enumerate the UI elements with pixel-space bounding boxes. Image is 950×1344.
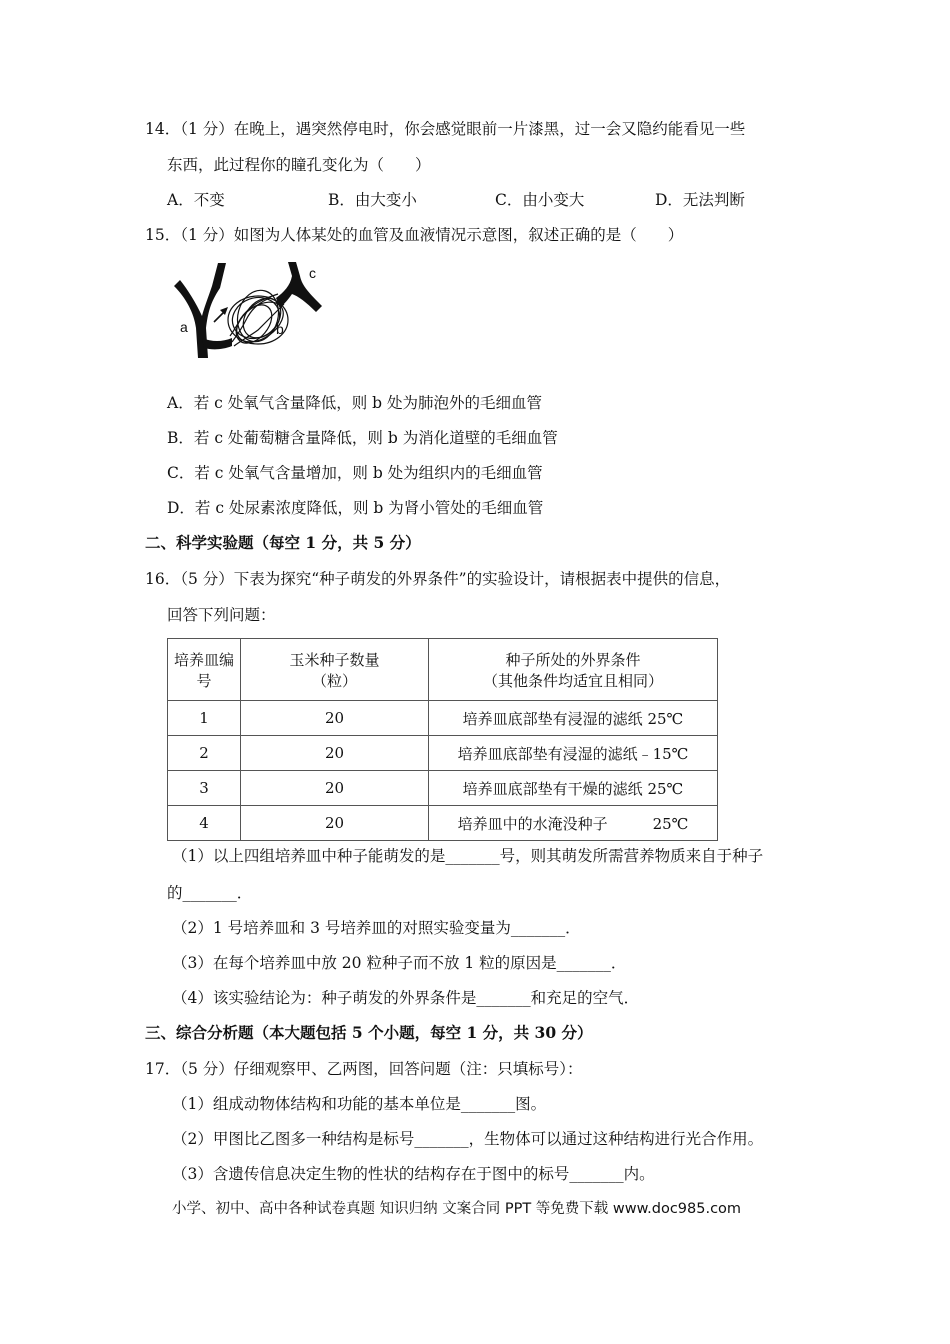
table-row: [168, 771, 718, 806]
flow-arrow: [214, 307, 228, 322]
cell-count: 20: [241, 771, 429, 806]
q14-option-b: B．由大变小: [328, 191, 417, 209]
cell-no: 1: [168, 701, 241, 736]
blood-vessel-diagram: [166, 258, 326, 363]
q15-stem: 15．（1 分）如图为人体某处的血管及血液情况示意图，叙述正确的是（ ）: [145, 226, 684, 244]
q16-sub4: （4）该实验结论为：种子萌发的外界条件是_______和充足的空气．: [172, 989, 640, 1007]
q15-option-a: A．若 c 处氧气含量降低，则 b 处为肺泡外的毛细血管: [167, 394, 543, 412]
q16-sub3: （3）在每个培养皿中放 20 粒种子而不放 1 粒的原因是_______．: [172, 954, 627, 972]
q16-stem-line2: 回答下列问题：: [167, 606, 276, 624]
header-condition: 种子所处的外界条件 （其他条件均适宜且相同）: [429, 639, 718, 701]
label-b: b: [276, 321, 284, 337]
section-2-heading: 二、科学实验题（每空 1 分，共 5 分）: [145, 533, 421, 552]
cell-no: 2: [168, 736, 241, 771]
table-header-row: [168, 639, 718, 701]
q16-sub1-line2: 的_______．: [167, 884, 253, 902]
q17-stem: 17．（5 分）仔细观察甲、乙两图，回答问题（注：只填标号）：: [145, 1060, 583, 1078]
cell-count: 20: [241, 806, 429, 841]
q14-stem-line2: 东西，此过程你的瞳孔变化为（ ）: [167, 156, 431, 174]
cell-count: 20: [241, 736, 429, 771]
cell-cond: 培养皿底部垫有浸湿的滤纸 25℃: [429, 701, 718, 736]
cell-no: 3: [168, 771, 241, 806]
q16-sub2: （2）1 号培养皿和 3 号培养皿的对照实验变量为_______．: [172, 919, 581, 937]
q14-stem-line1: 14．（1 分）在晚上，遇突然停电时，你会感觉眼前一片漆黑，过一会又隐约能看见一些: [145, 120, 746, 138]
cell-cond: 培养皿中的水淹没种子 25℃: [429, 806, 718, 841]
footer-banner: 小学、初中、高中各种试卷真题 知识归纳 文案合同 PPT 等免费下载 www.doc985.com: [172, 1201, 742, 1217]
label-c: c: [309, 265, 316, 281]
cell-cond: 培养皿底部垫有浸湿的滤纸﹣15℃: [429, 736, 718, 771]
experiment-table: [167, 638, 718, 841]
q17-sub2: （2）甲图比乙图多一种结构是标号_______，生物体可以通过这种结构进行光合作用。: [172, 1130, 764, 1148]
q17-sub1: （1）组成动物体结构和功能的基本单位是_______图。: [172, 1095, 547, 1113]
table-row: [168, 736, 718, 771]
q16-stem-line1: 16．（5 分）下表为探究“种子萌发的外界条件”的实验设计，请根据表中提供的信息，: [145, 570, 731, 588]
header-seed-count: 玉米种子数量 （粒）: [241, 639, 429, 701]
q15-option-b: B．若 c 处葡萄糖含量降低，则 b 为消化道壁的毛细血管: [167, 429, 558, 447]
table-row: [168, 701, 718, 736]
cell-cond: 培养皿底部垫有干燥的滤纸 25℃: [429, 771, 718, 806]
cell-count: 20: [241, 701, 429, 736]
q16-sub1-line1: （1）以上四组培养皿中种子能萌发的是_______号，则其萌发所需营养物质来自于种子: [172, 847, 764, 865]
cell-no: 4: [168, 806, 241, 841]
q17-sub3: （3）含遗传信息决定生物的性状的结构存在于图中的标号_______内。: [172, 1165, 655, 1183]
q14-option-c: C．由小变大: [495, 191, 585, 209]
section-3-heading: 三、综合分析题（本大题包括 5 个小题，每空 1 分，共 30 分）: [145, 1023, 593, 1042]
q14-option-d: D．无法判断: [655, 191, 745, 209]
table-row: [168, 806, 718, 841]
q15-option-d: D．若 c 处尿素浓度降低，则 b 为肾小管处的毛细血管: [167, 499, 544, 517]
q15-option-c: C．若 c 处氧气含量增加，则 b 处为组织内的毛细血管: [167, 464, 543, 482]
header-dish-no: 培养皿编 号: [168, 639, 241, 701]
label-a: a: [180, 319, 188, 335]
q14-option-a: A．不变: [167, 191, 225, 209]
